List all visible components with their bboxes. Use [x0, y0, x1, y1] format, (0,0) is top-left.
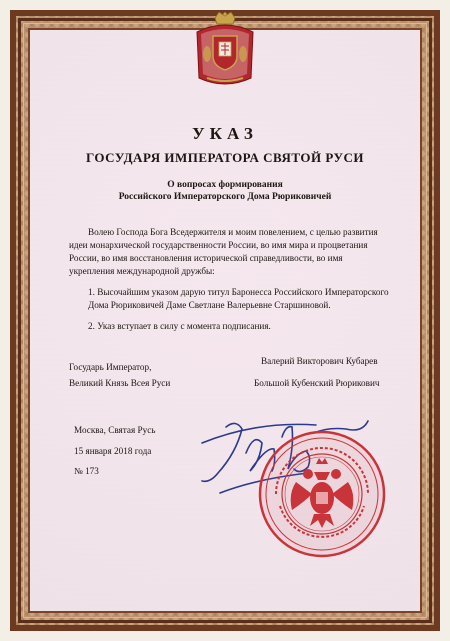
item-2: 2. Указ вступает в силу с момента подписания.: [88, 321, 271, 331]
item-1-line-1: 1. Высочайшим указом дарую титул Баронесса Российского Императорского: [88, 287, 389, 297]
intro-line-3: России, во имя восстановления исторической справедливости, во имя: [69, 253, 343, 263]
item-1-line-2: Дома Рюриковичей Даме Светлане Валерьевне Старшиновой.: [88, 300, 331, 310]
decree-number: № 173: [74, 466, 99, 476]
decree-subheading: ГОСУДАРЯ ИМПЕРАТОРА СВЯТОЙ РУСИ: [85, 150, 365, 165]
decree-topic-line-2: Российского Императорского Дома Рюриковичей: [118, 192, 332, 202]
decree-topic-line-1: О вопросах формирования: [167, 180, 283, 190]
intro-line-4: укрепления международной дружбы:: [69, 266, 215, 276]
coat-of-arms-emblem: [193, 12, 257, 92]
date-of-issue: 15 января 2018 года: [74, 446, 152, 456]
decree-heading: УКАЗ: [192, 124, 258, 143]
official-seal: [256, 428, 388, 560]
right-signatory-title: Большой Кубенский Рюрикович: [254, 378, 380, 388]
right-signatory-name: Валерий Викторович Кубарев: [261, 356, 378, 366]
intro-line-2: идеи монархической государственности России, во имя мира и процветания: [69, 240, 368, 250]
left-signatory-title-1: Государь Император,: [69, 362, 152, 372]
left-signatory-title-2: Великий Князь Всея Руси: [69, 378, 171, 388]
place-of-issue: Москва, Святая Русь: [74, 425, 156, 435]
intro-line-1: Волею Господа Бога Вседержителя и моим повелением, с целью развития: [88, 227, 378, 237]
